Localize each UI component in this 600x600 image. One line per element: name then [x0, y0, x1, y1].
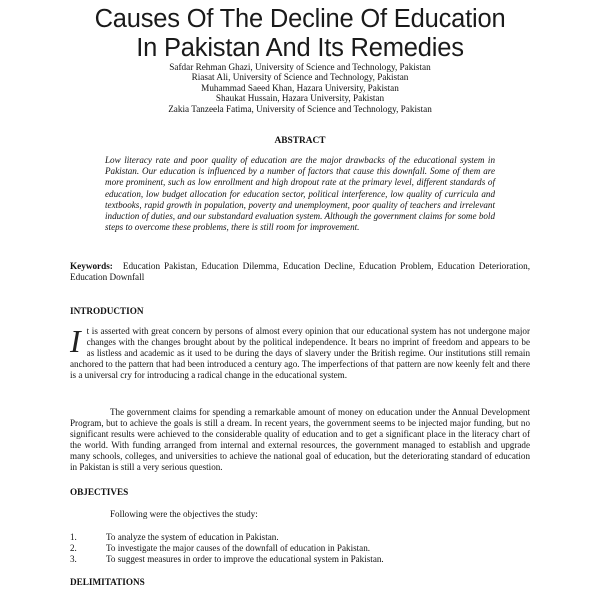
author-line: Safdar Rehman Ghazi, University of Science and Technology, Pakistan	[169, 62, 431, 72]
drop-cap: I	[70, 323, 81, 359]
list-text: To investigate the major causes of the downfall of education in Pakistan.	[106, 543, 371, 553]
list-text: To suggest measures in order to improve the educational system in Pakistan.	[106, 554, 384, 564]
title-line-1: Causes Of The Decline Of Education	[94, 5, 506, 33]
keywords-label: Keywords:	[70, 261, 113, 271]
list-number: 2.	[70, 543, 77, 553]
author-list	[40, 62, 560, 114]
intro-paragraph-1-text: t is asserted with great concern by persons of almost every opinion that our educational system has not undergone major changes with the changes brought about by the political independence. It bears no imprint of freedom and appears to be as listless and academic as it used to be during the days of slavery under the British regime. Our institutions still remain anchored to the pattern that had been introduced a century ago. The imperfections of that pattern are now keenly felt and there is a universal cry for introducing a radical change in the educational system.	[70, 326, 530, 380]
title-line-2: In Pakistan And Its Remedies	[136, 34, 464, 62]
paper-title	[40, 5, 560, 63]
list-text: To analyze the system of education in Pakistan.	[106, 532, 279, 542]
keywords-text: Education Pakistan, Education Dilemma, Education Decline, Education Problem, Education Deterioration, Education Downfall	[70, 261, 531, 282]
intro-paragraph-1	[70, 323, 530, 381]
list-number: 1.	[70, 532, 77, 542]
author-line: Zakia Tanzeela Fatima, University of Science and Technology, Pakistan	[168, 103, 432, 114]
abstract-heading: ABSTRACT	[274, 136, 326, 146]
keywords	[70, 261, 530, 283]
list-number: 3.	[70, 554, 77, 564]
author-line: Muhammad Saeed Khan, Hazara University, Pakistan	[201, 82, 399, 93]
author-line: Riasat Ali, University of Science and Technology, Pakistan	[191, 72, 409, 83]
objectives-heading: OBJECTIVES	[70, 487, 129, 497]
delimitations-heading: DELIMITATIONS	[70, 577, 145, 587]
intro-paragraph-2: The government claims for spending a remarkable amount of money on education under the Annual Development Program, but to achieve the goals is still a dream. In recent years, the government seems to be injected major funding, but no significant results were achieved to the considerable quality of education and to get a significant place in the literacy chart of the world. With funding arranged from internal and external resources, the government managed to establish and upgrade many schools, colleges, and universities to achieve the national goal of education, but the deteriorating standard of education in Pakistan is still a very serious question.	[70, 407, 530, 472]
introduction-heading: INTRODUCTION	[70, 306, 144, 316]
author-line: Shaukat Hussain, Hazara University, Pakistan	[215, 93, 385, 104]
abstract-text: Low literacy rate and poor quality of education are the major drawbacks of the educational system in Pakistan. Our education is influenced by a number of factors that cause this downfall. Some of them are more prominent, such as low enrollment and high dropout rate at the primary level, different standards of education, low budget allocation for education sector, political interference, low quality of curricula and textbooks, rapid growth in population, poverty and unemployment, poor quality of teachers and irrelevant induction of duties, and our substandard evaluation system. Although the government claims for some bold steps to overcome these problems, there is still room for improvement.	[105, 155, 495, 233]
objectives-intro: Following were the objectives the study:	[110, 509, 258, 519]
